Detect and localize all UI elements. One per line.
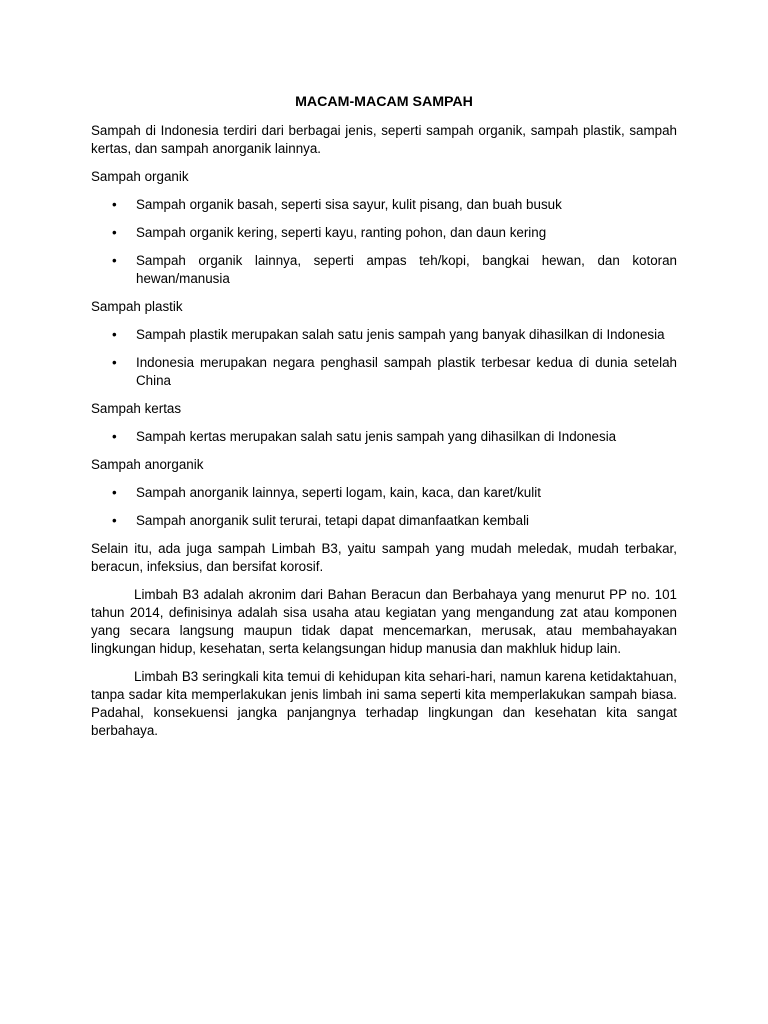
list-kertas <box>91 428 677 446</box>
document-title: MACAM-MACAM SAMPAH <box>295 94 473 110</box>
closing-paragraph-consequence: Limbah B3 seringkali kita temui di kehidupan kita sehari-hari, namun karena ketidaktahuan, tanpa sadar kita memperlakukan jenis limbah ini sama seperti kita memperlakukan sampah biasa. Padahal, konsekuensi jangka panjangnya terhadap lingkungan dan kesehatan kita sangat berbahaya. <box>91 669 677 738</box>
bullet-icon: • <box>112 429 117 444</box>
list-item <box>91 196 677 214</box>
list-anorganik <box>91 484 677 530</box>
bullet-icon: • <box>112 327 117 342</box>
section-heading-organik: Sampah organik <box>91 169 189 184</box>
bullet-icon: • <box>112 355 117 370</box>
bullet-icon: • <box>112 485 117 500</box>
bullet-icon: • <box>112 225 117 240</box>
list-item-text: Sampah plastik merupakan salah satu jenis sampah yang banyak dihasilkan di Indonesia <box>136 327 665 342</box>
list-item-text: Indonesia merupakan negara penghasil sampah plastik terbesar kedua di dunia setelah China <box>136 355 677 388</box>
list-item <box>91 428 677 446</box>
list-item <box>91 326 677 344</box>
list-item <box>91 224 677 242</box>
list-item-text: Sampah organik kering, seperti kayu, ranting pohon, dan daun kering <box>136 225 547 240</box>
section-heading-plastik: Sampah plastik <box>91 299 183 314</box>
section-heading-kertas: Sampah kertas <box>91 401 182 416</box>
intro-paragraph: Sampah di Indonesia terdiri dari berbagai jenis, seperti sampah organik, sampah plastik, sampah kertas, dan sampah anorganik lainnya. <box>91 123 677 156</box>
closing-paragraph-definition: Limbah B3 adalah akronim dari Bahan Beracun dan Berbahaya yang menurut PP no. 101 tahun 2014, definisinya adalah sisa usaha atau kegiatan yang mengandung zat atau komponen yang secara langsung maupun tidak dapat mencemarkan, merusak, atau membahayakan lingkungan hidup, kesehatan, serta kelangsungan hidup manusia dan makhluk hidup lain. <box>91 587 677 656</box>
bullet-icon: • <box>112 197 117 212</box>
bullet-icon: • <box>112 253 117 268</box>
list-plastik <box>91 326 677 390</box>
bullet-icon: • <box>112 513 117 528</box>
document-page <box>91 93 677 740</box>
section-heading-anorganik: Sampah anorganik <box>91 457 204 472</box>
list-item <box>91 354 677 390</box>
list-item-text: Sampah organik basah, seperti sisa sayur, kulit pisang, dan buah busuk <box>136 197 562 212</box>
list-item-text: Sampah organik lainnya, seperti ampas teh/kopi, bangkai hewan, dan kotoran hewan/manusia <box>136 253 677 286</box>
list-item <box>91 484 677 502</box>
list-item <box>91 252 677 288</box>
list-item-text: Sampah anorganik sulit terurai, tetapi dapat dimanfaatkan kembali <box>136 513 530 528</box>
list-organik <box>91 196 677 288</box>
closing-paragraph-b3: Selain itu, ada juga sampah Limbah B3, yaitu sampah yang mudah meledak, mudah terbakar, beracun, infeksius, dan bersifat korosif. <box>91 541 677 574</box>
list-item <box>91 512 677 530</box>
list-item-text: Sampah kertas merupakan salah satu jenis sampah yang dihasilkan di Indonesia <box>136 429 617 444</box>
list-item-text: Sampah anorganik lainnya, seperti logam, kain, kaca, dan karet/kulit <box>136 485 541 500</box>
